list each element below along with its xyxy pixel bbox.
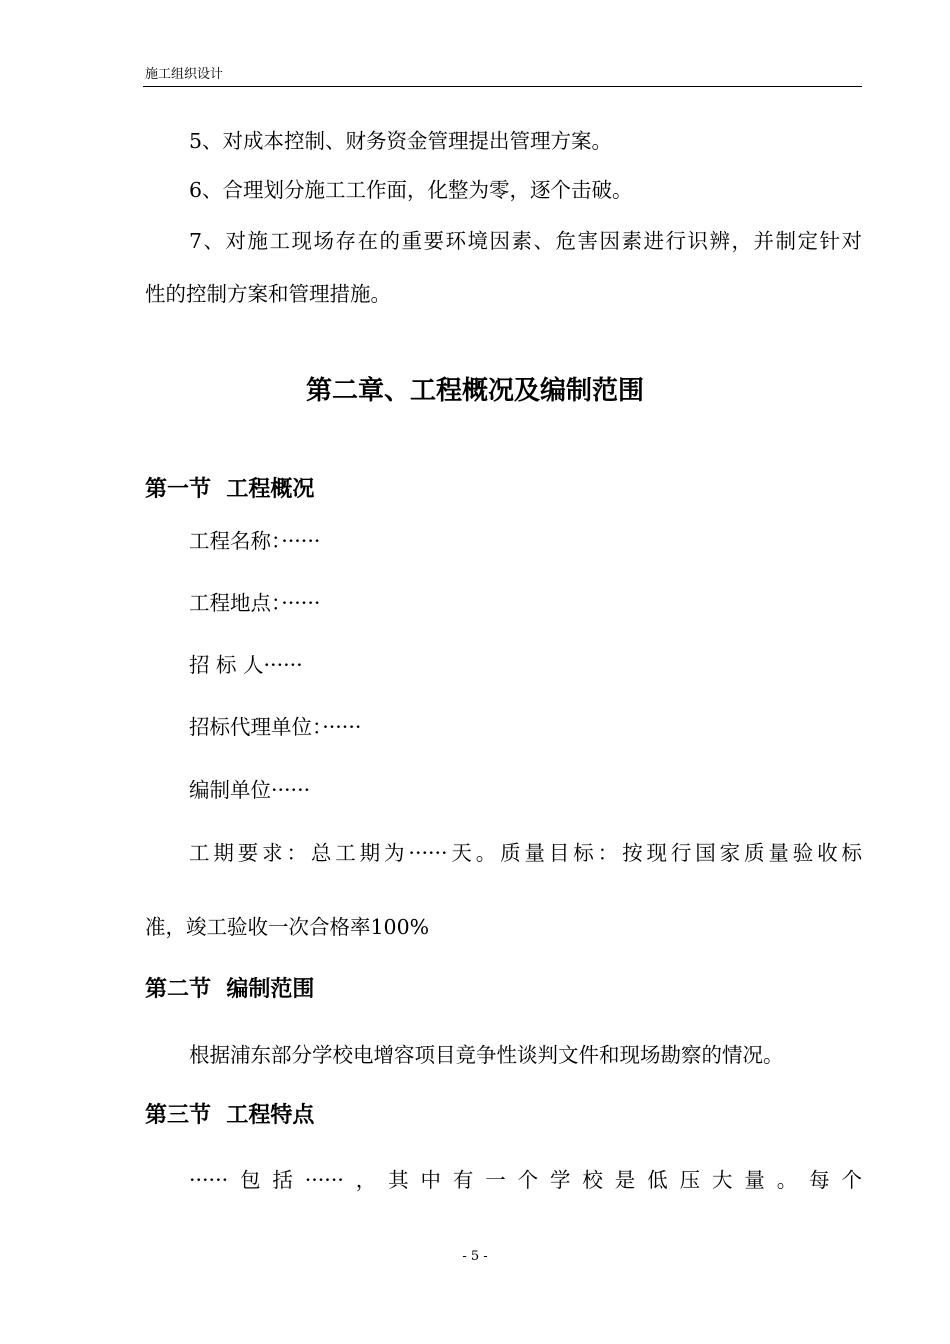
section-heading-features: 第三节 工程特点: [145, 1103, 315, 1128]
schedule-requirement-line-1: 工期要求：总工期为······天。质量目标：按现行国家质量验收标: [189, 841, 862, 865]
project-name-field: 工程名称：······: [189, 529, 321, 553]
list-item-6: 6、合理划分施工工作面，化整为零，逐个击破。: [189, 178, 633, 202]
tender-agent-field: 招标代理单位：······: [189, 715, 362, 739]
list-item-7-line-2: 性的控制方案和管理措施。: [145, 282, 391, 306]
chapter-title: 第二章、工程概况及编制范围: [305, 376, 644, 406]
section-heading-overview: 第一节 工程概况: [145, 477, 315, 502]
scope-text: 根据浦东部分学校电增容项目竟争性谈判文件和现场勘察的情况。: [189, 1043, 784, 1067]
features-text-line-1: ······包括······，其中有一个学校是低压大量。每个: [189, 1168, 862, 1192]
list-item-7-line-1: 7、对施工现场存在的重要环境因素、危害因素进行识辨，并制定针对: [189, 229, 862, 253]
list-item-5: 5、对成本控制、财务资金管理提出管理方案。: [189, 129, 613, 153]
compiler-field: 编制单位······: [189, 778, 311, 802]
page-number: - 5 -: [462, 1249, 488, 1264]
tenderer-field: 招 标 人······: [189, 653, 303, 677]
project-location-field: 工程地点：······: [189, 591, 321, 615]
running-header: 施工组织设计: [145, 67, 224, 82]
section-heading-scope: 第二节 编制范围: [145, 977, 315, 1002]
header-divider: [143, 86, 862, 87]
schedule-requirement-line-2: 准，竣工验收一次合格率100%: [145, 915, 430, 939]
